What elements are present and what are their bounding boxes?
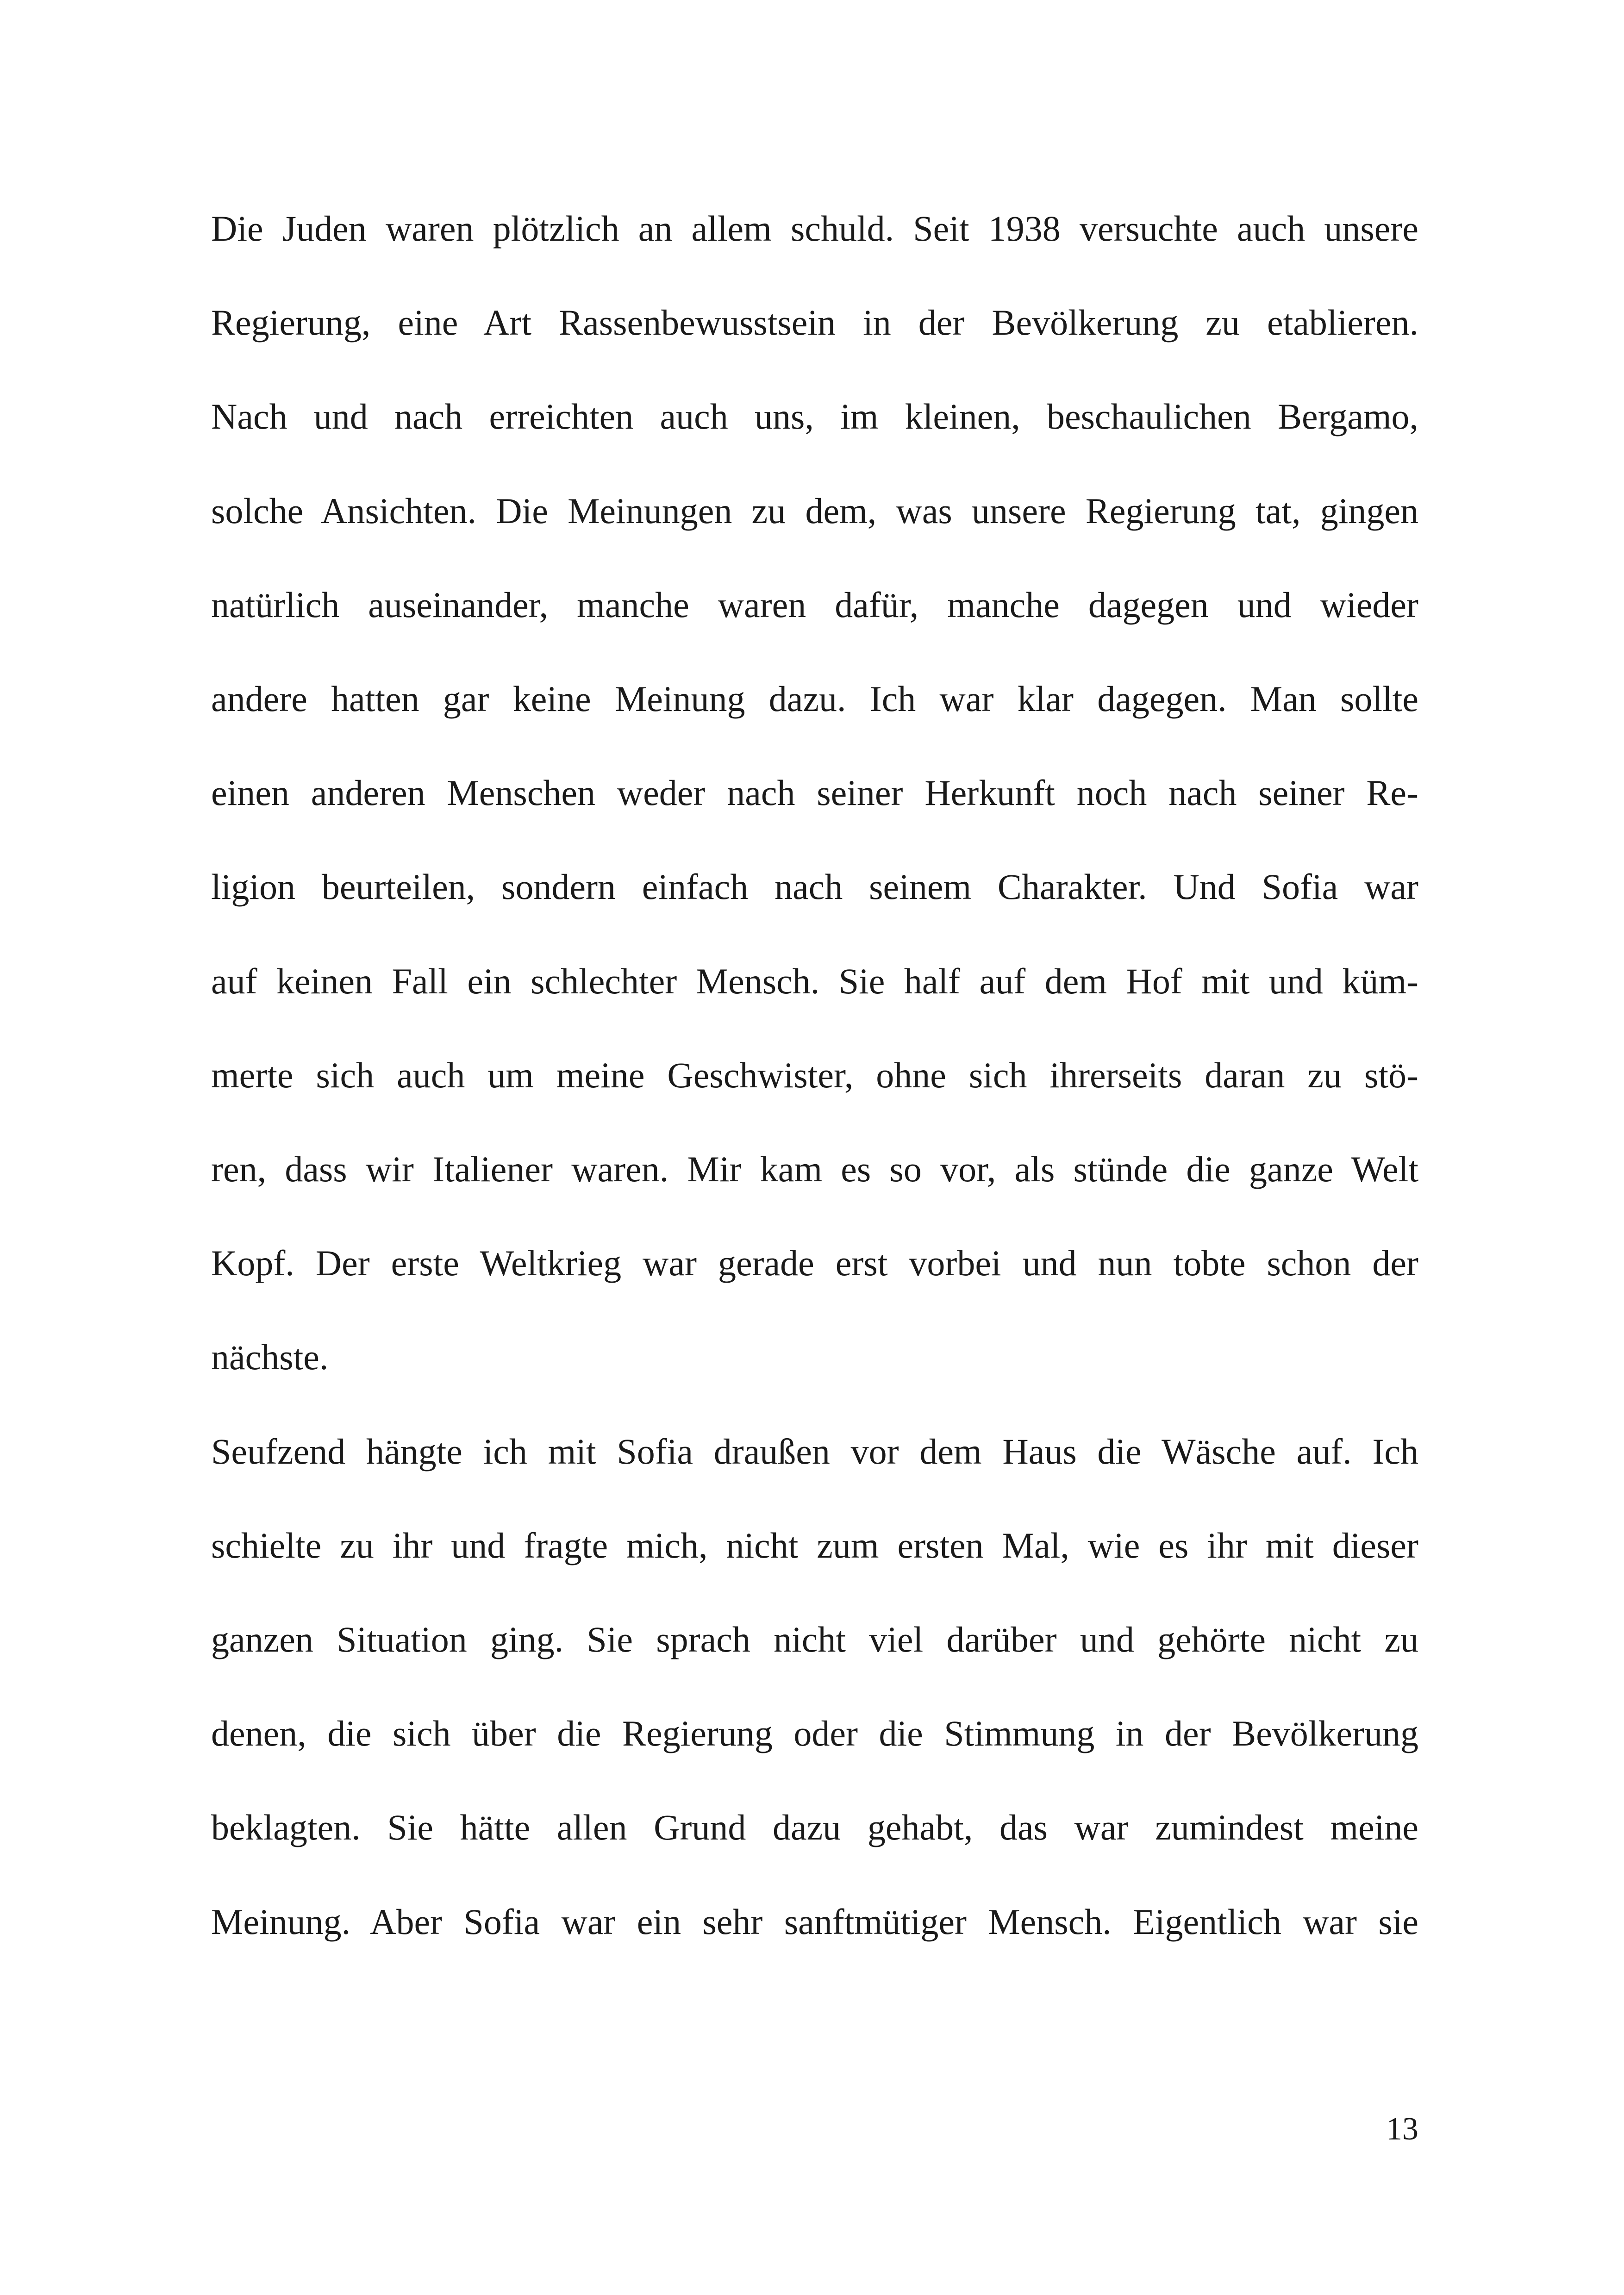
text-line: denen, die sich über die Regierung oder die Stimmung in der Bevölkerung — [211, 1713, 1418, 1753]
text-line: Die Juden waren plötzlich an allem schuld. Seit 1938 versuchte auch unsere — [211, 208, 1418, 249]
text-line: ren, dass wir Italiener waren. Mir kam es so vor, als stünde die ganze Welt — [211, 1149, 1418, 1189]
text-line: ligion beurteilen, sondern einfach nach seinem Charakter. Und Sofia war — [211, 867, 1418, 907]
text-line: beklagten. Sie hätte allen Grund dazu gehabt, das war zumindest meine — [211, 1807, 1418, 1847]
text-line: Meinung. Aber Sofia war ein sehr sanftmütiger Mensch. Eigentlich war sie — [211, 1902, 1418, 1942]
text-line: ganzen Situation ging. Sie sprach nicht viel darüber und gehörte nicht zu — [211, 1619, 1418, 1659]
text-line: einen anderen Menschen weder nach seiner Herkunft noch nach seiner Re- — [211, 773, 1418, 813]
text-line: schielte zu ihr und fragte mich, nicht zum ersten Mal, wie es ihr mit dieser — [211, 1525, 1418, 1565]
text-line: solche Ansichten. Die Meinungen zu dem, was unsere Regierung tat, gingen — [211, 491, 1418, 531]
text-line: Seufzend hängte ich mit Sofia draußen vor dem Haus die Wäsche auf. Ich — [211, 1431, 1418, 1472]
page-number: 13 — [1386, 2111, 1418, 2147]
text-line: Regierung, eine Art Rassenbewusstsein in der Bevölkerung zu etablieren. — [211, 302, 1418, 343]
text-line: Nach und nach erreichten auch uns, im kleinen, beschaulichen Bergamo, — [211, 396, 1418, 437]
text-line: merte sich auch um meine Geschwister, ohne sich ihrerseits daran zu stö- — [211, 1055, 1418, 1095]
text-line: andere hatten gar keine Meinung dazu. Ich war klar dagegen. Man sollte — [211, 679, 1418, 719]
text-line: nächste. — [211, 1337, 329, 1377]
text-line: Kopf. Der erste Weltkrieg war gerade erst vorbei und nun tobte schon der — [211, 1243, 1418, 1283]
text-line: natürlich auseinander, manche waren dafür, manche dagegen und wieder — [211, 585, 1418, 625]
text-line: auf keinen Fall ein schlechter Mensch. Sie half auf dem Hof mit und küm- — [211, 961, 1418, 1001]
